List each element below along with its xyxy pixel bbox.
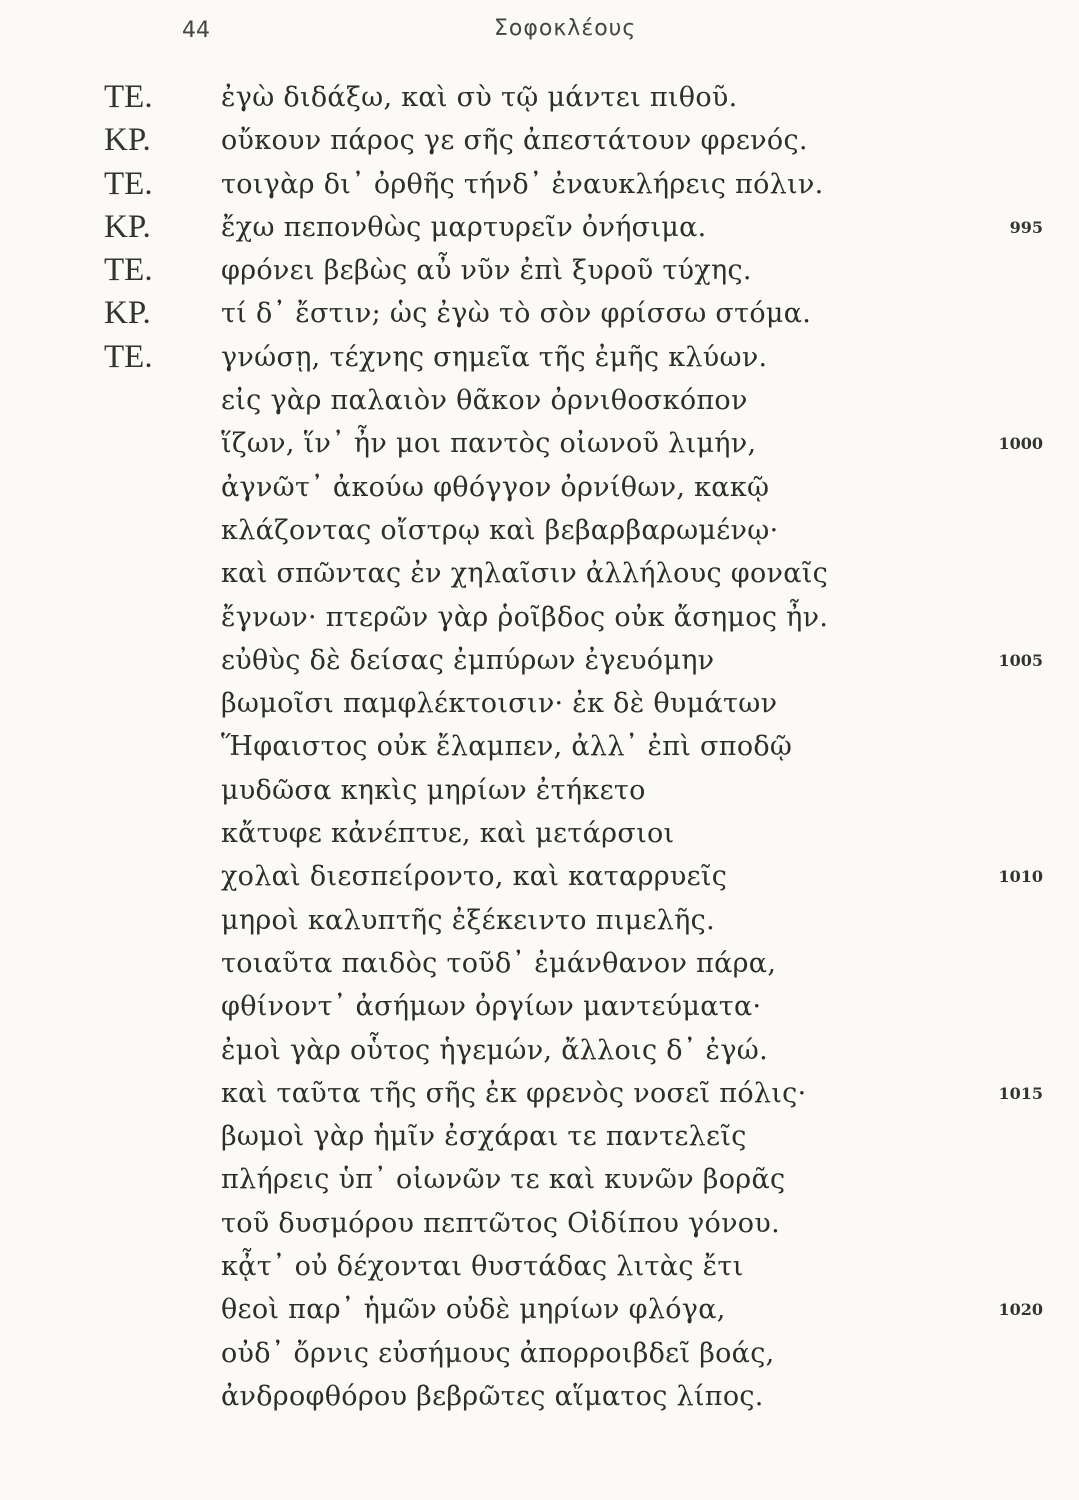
speaker-label: ΤΕ. (104, 252, 153, 289)
verse-text: χολαὶ διεσπείροντο, καὶ καταρρυεῖς (221, 861, 728, 893)
verse-line (0, 639, 1079, 682)
line-number: 1020 (998, 1300, 1043, 1320)
verse-line (0, 596, 1079, 639)
verse-text: τί δ᾽ ἔστιν; ὡς ἐγὼ τὸ σὸν φρίσσω στόμα. (221, 298, 812, 330)
verse-text: εὐθὺς δὲ δείσας ἐμπύρων ἐγευόμην (221, 644, 715, 676)
verse-text: φρόνει βεβὼς αὖ νῦν ἐπὶ ξυροῦ τύχης. (221, 255, 752, 287)
verse-text: ἔχω πεπονθὼς μαρτυρεῖν ὀνήσιμα. (221, 211, 707, 243)
verse-line (0, 379, 1079, 422)
line-number: 1005 (998, 650, 1043, 670)
verse-line (0, 1029, 1079, 1072)
verse-line (0, 336, 1079, 379)
verse-line (0, 206, 1079, 249)
verse-line (0, 422, 1079, 465)
verse-text: ἔγνων· πτερῶν γὰρ ῥοῖβδος οὐκ ἄσημος ἦν. (221, 601, 829, 633)
verse-line (0, 119, 1079, 162)
speaker-label: ΤΕ. (104, 165, 153, 202)
verse-text: ἐμοὶ γὰρ οὗτος ἡγεμών, ἄλλοις δ᾽ ἐγώ. (221, 1034, 768, 1066)
verse-line (0, 1115, 1079, 1158)
verse-text: κἄτυφε κἀνέπτυε, καὶ μετάρσιοι (221, 818, 675, 850)
verse-line (0, 1072, 1079, 1115)
verse-text: τοῦ δυσμόρου πεπτῶτος Οἰδίπου γόνου. (221, 1207, 780, 1239)
verse-text: φθίνοντ᾽ ἀσήμων ὀργίων μαντεύματα· (221, 991, 762, 1023)
speaker-label: ΤΕ. (104, 338, 153, 375)
verse-text: εἰς γὰρ παλαιὸν θᾶκον ὀρνιθοσκόπον (221, 385, 748, 417)
verse-line (0, 1245, 1079, 1288)
verse-text: οὔκουν πάρος γε σῆς ἀπεστάτουν φρενός. (221, 125, 808, 157)
verse-text: βωμοὶ γὰρ ἡμῖν ἐσχάραι τε παντελεῖς (221, 1121, 747, 1153)
verse-line (0, 1332, 1079, 1375)
speaker-label: ΚΡ. (104, 122, 151, 159)
verse-text: ἵζων, ἵν᾽ ἦν μοι παντὸς οἰωνοῦ λιμήν, (221, 428, 757, 460)
verse-text: τοιγὰρ δι᾽ ὀρθῆς τήνδ᾽ ἐναυκλήρεις πόλιν. (221, 168, 824, 200)
verse-text: θεοὶ παρ᾽ ἡμῶν οὐδὲ μηρίων φλόγα, (221, 1294, 726, 1326)
verse-line (0, 163, 1079, 206)
verse-block (0, 76, 1079, 1418)
verse-line (0, 682, 1079, 725)
line-number: 1015 (998, 1083, 1043, 1103)
verse-line (0, 292, 1079, 335)
speaker-label: ΚΡ. (104, 208, 151, 245)
verse-line (0, 899, 1079, 942)
verse-line (0, 1158, 1079, 1201)
verse-text: κλάζοντας οἴστρῳ καὶ βεβαρβαρωμένῳ· (221, 514, 779, 546)
verse-line (0, 942, 1079, 985)
verse-text: μηροὶ καλυπτῆς ἐξέκειντο πιμελῆς. (221, 904, 715, 936)
line-number: 1010 (998, 867, 1043, 887)
verse-line (0, 769, 1079, 812)
verse-line (0, 552, 1079, 595)
verse-text: ἀνδροφθόρου βεβρῶτες αἵματος λίπος. (221, 1380, 764, 1412)
verse-line (0, 1202, 1079, 1245)
verse-text: οὐδ᾽ ὄρνις εὐσήμους ἀπορροιβδεῖ βοάς, (221, 1337, 775, 1369)
verse-text: καὶ ταῦτα τῆς σῆς ἐκ φρενὸς νοσεῖ πόλις· (221, 1077, 807, 1109)
running-title: Σοφοκλέους (494, 16, 637, 41)
verse-line (0, 466, 1079, 509)
page-number: 44 (182, 18, 210, 43)
verse-text: Ἥφαιστος οὐκ ἔλαμπεν, ἀλλ᾽ ἐπὶ σποδῷ (221, 731, 793, 763)
verse-line (0, 725, 1079, 768)
verse-line (0, 509, 1079, 552)
verse-text: καὶ σπῶντας ἐν χηλαῖσιν ἀλλήλους φοναῖς (221, 558, 829, 590)
speaker-label: ΤΕ. (104, 79, 153, 115)
line-number: 1000 (998, 434, 1043, 454)
verse-text: βωμοῖσι παμφλέκτοισιν· ἐκ δὲ θυμάτων (221, 688, 778, 720)
verse-text: κᾆτ᾽ οὐ δέχονται θυστάδας λιτὰς ἔτι (221, 1251, 744, 1283)
verse-line (0, 812, 1079, 855)
verse-line (0, 76, 1079, 119)
verse-line (0, 855, 1079, 898)
verse-text: μυδῶσα κηκὶς μηρίων ἐτήκετο (221, 774, 646, 806)
verse-line (0, 1375, 1079, 1418)
verse-text: ἐγὼ διδάξω, καὶ σὺ τῷ μάντει πιθοῦ. (221, 82, 738, 113)
verse-text: ἀγνῶτ᾽ ἀκούω φθόγγον ὀρνίθων, κακῷ (221, 471, 770, 503)
verse-line (0, 985, 1079, 1028)
verse-text: τοιαῦτα παιδὸς τοῦδ᾽ ἐμάνθανον πάρα, (221, 947, 777, 979)
verse-text: πλήρεις ὑπ᾽ οἰωνῶν τε καὶ κυνῶν βορᾶς (221, 1164, 786, 1196)
verse-line (0, 1288, 1079, 1331)
verse-text: γνώσῃ, τέχνης σημεῖα τῆς ἐμῆς κλύων. (221, 341, 768, 373)
speaker-label: ΚΡ. (104, 295, 151, 332)
verse-line (0, 249, 1079, 292)
line-number: 995 (1009, 217, 1043, 237)
